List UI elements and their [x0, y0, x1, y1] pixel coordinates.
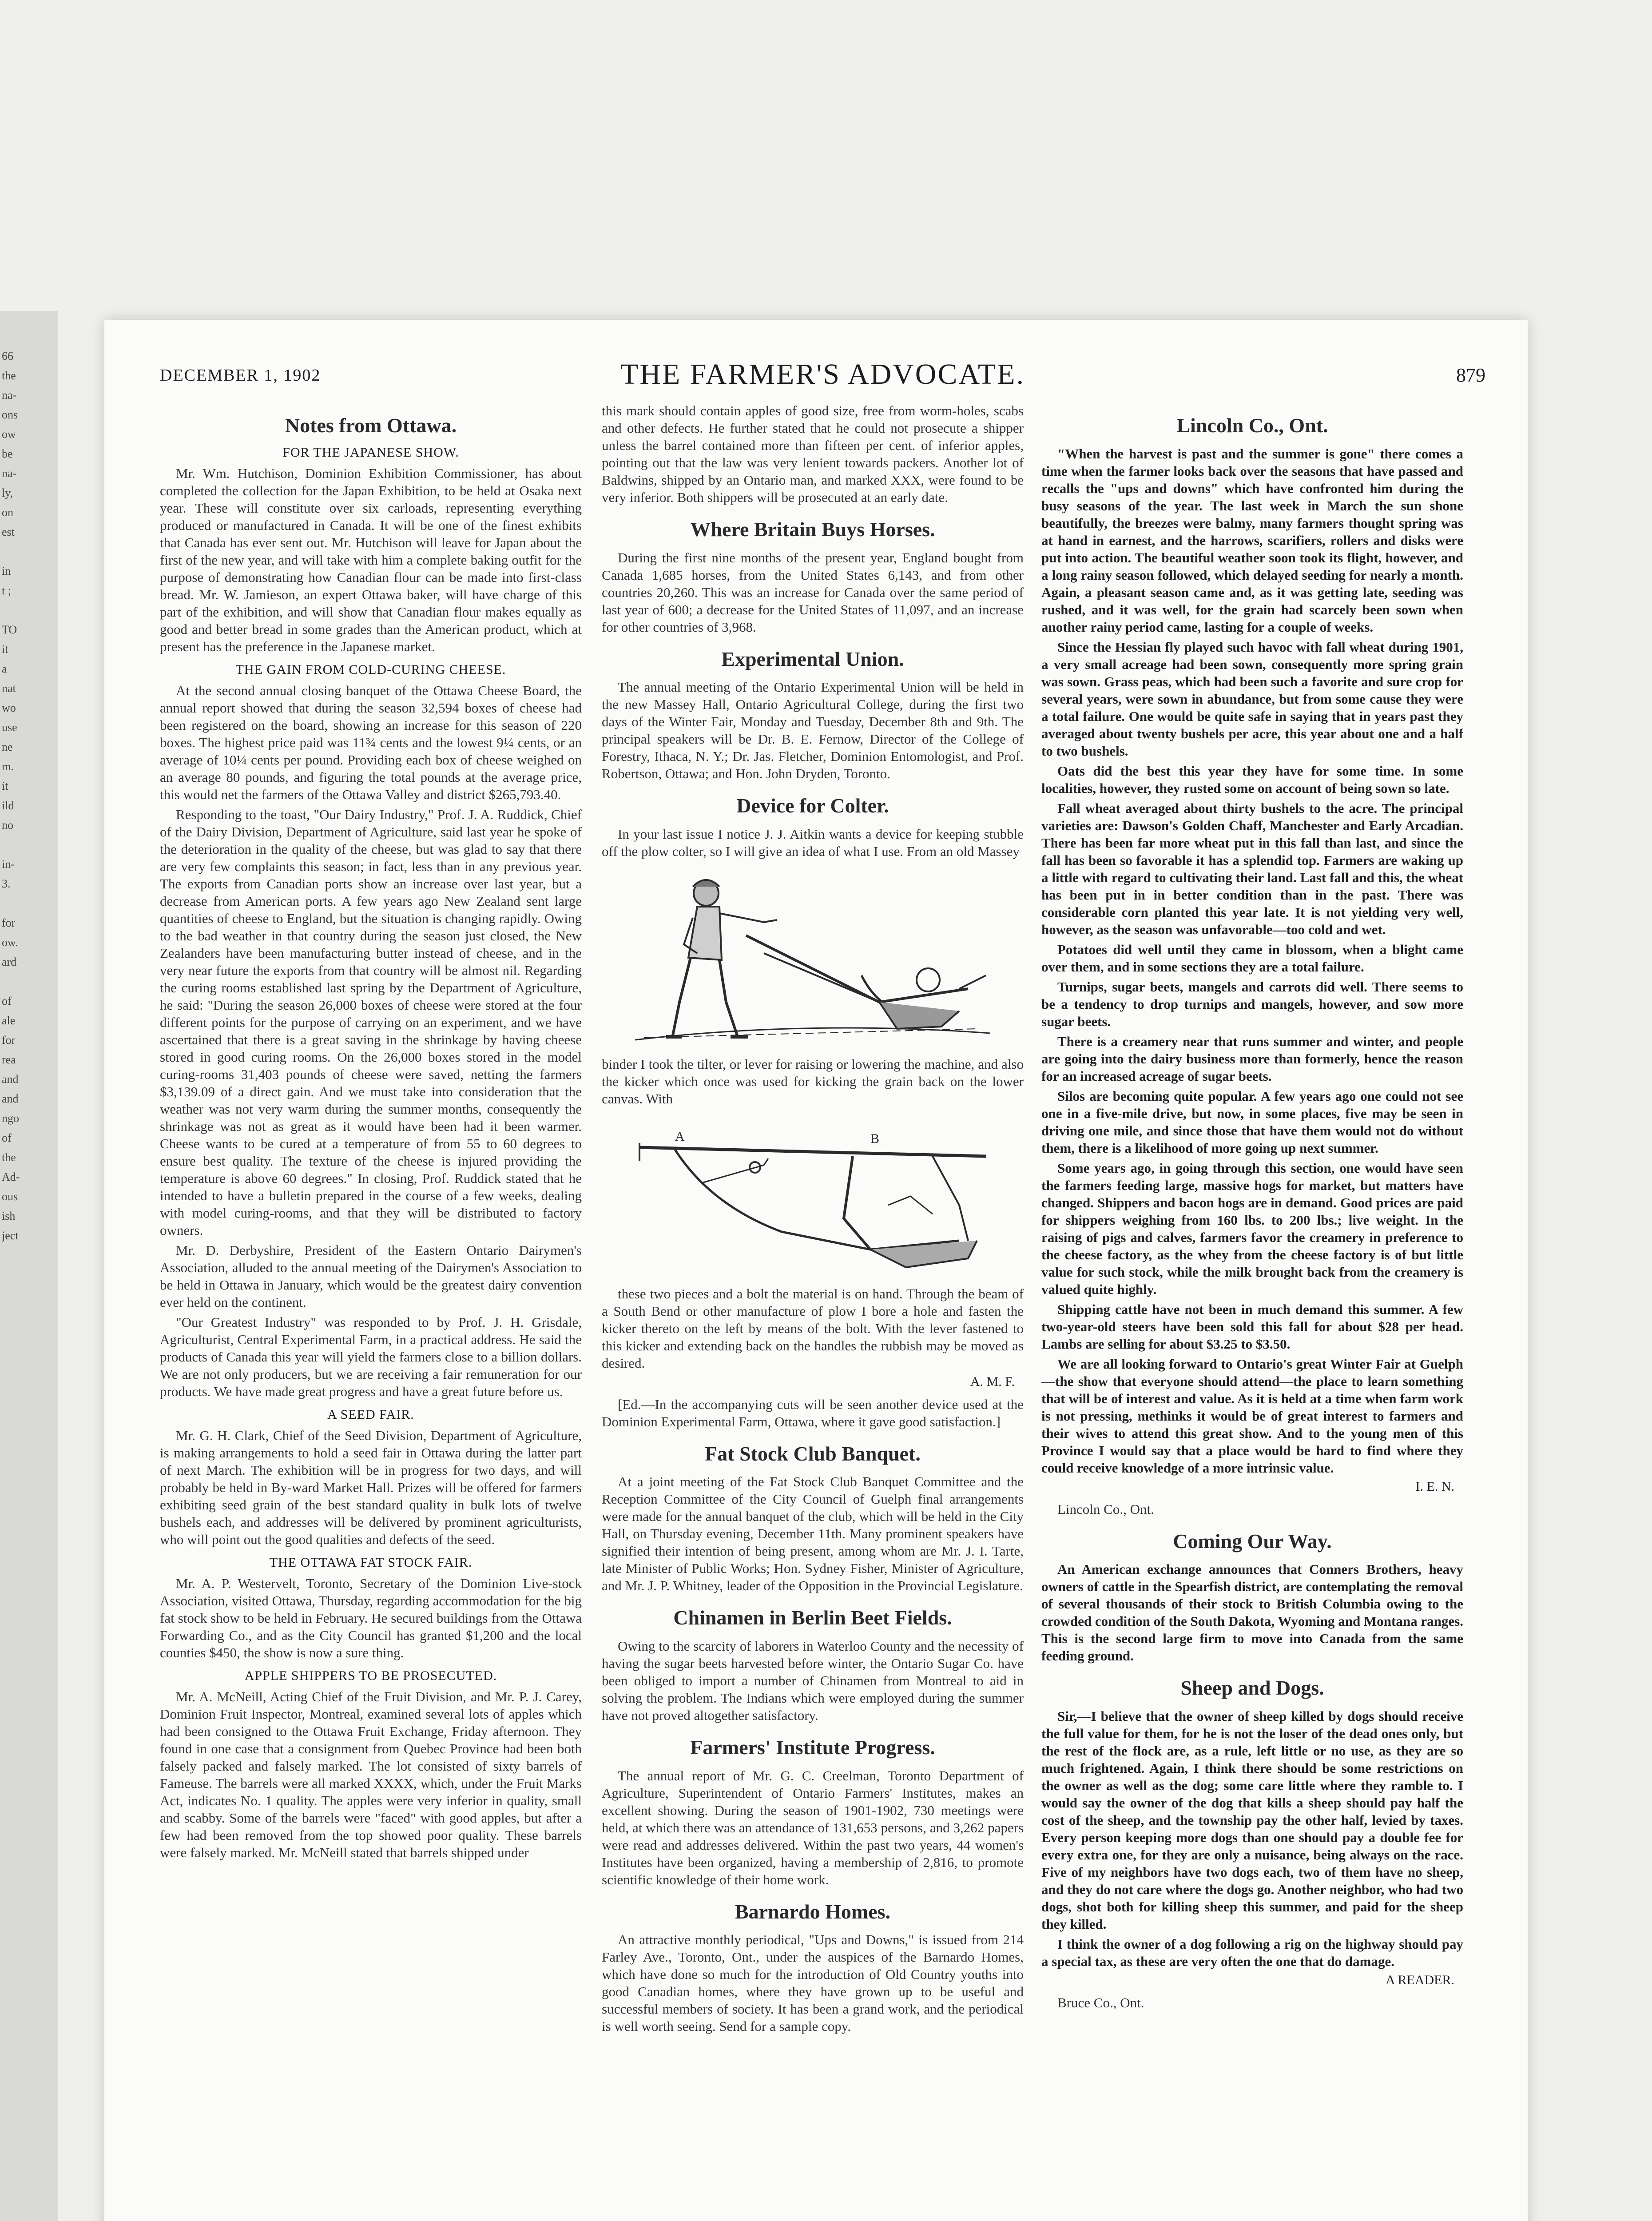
margin-fragment: na- [2, 389, 17, 402]
paragraph: An American exchange announces that Conners Brothers, heavy owners of cattle in the Spearfish district, are contemplating the removal of several thousands of their stock to British Columbia owing to the crowded condition of the South Dakota, Wyoming and Montana ranges. This is the second large firm to move into Canada from the same feeding ground. [1041, 1561, 1463, 1664]
paragraph: Sir,—I believe that the owner of sheep killed by dogs should receive the full value for them, for he is not the loser of the dead ones only, but the rest of the flock are, as a rule, left little or no use, as they are so much frightened. Again, I think there should be some restrictions on the owner as well as the dog; some care little where they ramble to. I would say the owner of the dog that kills a sheep should pay half the cost of the sheep, and the township pay the other half, levied by taxes. Every person keeping more dogs than one should pay a double fee for every extra one, for they are only a nuisance, being always on the race. Five of my neighbors have two dogs each, two of them have no sheep, and they do not care where the dogs go. Another neighbor, who had two dogs, shot both for killing sheep this summer, and paid for the sheep they killed. [1041, 1708, 1463, 1932]
paragraph: Mr. D. Derbyshire, President of the Eastern Ontario Dairymen's Association, alluded to the annual meeting of the Dairymen's Association to be held in Ottawa in January, which would be the greatest dairy convention ever held on the continent. [160, 1242, 582, 1310]
newspaper-page [104, 320, 1528, 2221]
paragraph: Silos are becoming quite popular. A few years ago one could not see one in a five-mile drive, but now, in some places, five may be seen in driving one mile, and since those that have them would not do without them, there is a likelihood of more going up next summer. [1041, 1088, 1463, 1156]
paragraph: During the first nine months of the present year, England bought from Canada 1,685 horses, from the United States 6,143, and from other countries 20,260. This was an increase for Canada over the same period of last year of 600; a decrease for the United States of 11,097, and an increase for other countries of 3,968. [602, 549, 1024, 635]
paragraph: Responding to the toast, "Our Dairy Industry," Prof. J. A. Ruddick, Chief of the Dairy Division, Department of Agriculture, said last year he spoke of the deterioration in the quality of the cheese, but was glad to say that there are very few complaints this season; in fact, less than in any previous year. The exports from Canadian ports show an increase over last year, but a decrease from American ports. A few years ago New Zealand sent large quantities of cheese to England, but the situation is changing rapidly. Owing to the bad weather in that country during the season just closed, the New Zealanders have been manufacturing butter instead of cheese, and in the very near future the exports from that country will be almost nil. Regarding the curing rooms established last spring by the Department of Agriculture, he said: "During the season 26,000 boxes of cheese were stored at the four different points for the purpose of carrying on an experiment, and we have ascertained that there is a great saving in the shrinkage by having cheese stored in good curing rooms. On the 26,000 boxes stored in the model curing-rooms 31,403 pounds of cheese were saved, netting the farmers $3,139.09 of a direct gain. And we must take into consideration that the weather was not very warm during the summer months, consequently the shrinkage was not as great as it would have been had it been warmer. Cheese wants to be cured at a temperature of from 55 to 60 degrees to ensure best quality. The texture of the cheese is injured providing the temperature is above 60 degrees." In closing, Prof. Ruddick stated that he intended to have a bulletin prepared in the course of a few weeks, dealing with model curing-rooms, and that they will be distributed to factory owners. [160, 806, 582, 1238]
margin-fragment: ow [2, 428, 16, 441]
margin-fragment: ous [2, 1190, 18, 1203]
signature: I. E. N. [1415, 1479, 1454, 1494]
sheep-article-body [1041, 1708, 1463, 1970]
article-title-lincoln-co: Lincoln Co., Ont. [1176, 414, 1328, 437]
paragraph: binder I took the tilter, or lever for raising or lowering the machine, and also the kicker which once was used for kicking the grain back on the lower canvas. With [602, 1056, 1024, 1107]
margin-fragment: Ad- [2, 1170, 20, 1183]
paragraph: Mr. A. P. Westervelt, Toronto, Secretary of the Dominion Live-stock Association, visited Ottawa, Thursday, regarding accommodation for the big fat stock show to be held in February. He secured buildings from the Ottawa Forwarding Co., and as the City Council has granted $1,200 and the local counties $450, the show is now a sure thing. [160, 1575, 582, 1660]
dateline: Lincoln Co., Ont. [1057, 1501, 1154, 1517]
coming-article-body [1041, 1560, 1463, 1664]
margin-fragment: rea [2, 1053, 16, 1066]
dateline: Bruce Co., Ont. [1057, 1994, 1144, 2010]
paragraph: The annual report of Mr. G. C. Creelman, Toronto Department of Agriculture, Superintendent of Ontario Farmers' Institutes, makes an excellent showing. During the season of 1901-1902, 730 meetings were held, at which there was an attendance of 131,653 persons, and 3,262 papers were read and addresses delivered. Within the past two years, 44 women's Institutes have been organized, having a membership of 2,816, to promote scientific knowledge of their home work. [602, 1767, 1024, 1887]
margin-fragment: ons [2, 408, 18, 421]
margin-fragment: ish [2, 1210, 16, 1222]
margin-fragment: ild [2, 799, 14, 812]
margin-fragment: be [2, 447, 13, 460]
paragraph: There is a creamery near that runs summer and winter, and people are going into the dairy business more than formerly, hence the reason for an increased acreage of sugar beets. [1041, 1033, 1463, 1084]
paragraph: We are all looking forward to Ontario's great Winter Fair at Guelph—the show that everyone should attend—the place to learn something that will be of interest and value. As it is held at a time when farm work is not pressing, methinks it would be of great interest to farmers and their wives to attend this great show. And to the young men of this Province I would say that a place would be hard to find where they could receive knowledge of a more intrinsic value. [1041, 1356, 1463, 1476]
margin-fragment: it [2, 643, 8, 656]
margin-fragment: na- [2, 467, 17, 480]
paragraph: At a joint meeting of the Fat Stock Club Banquet Committee and the Reception Committee of the City Council of Guelph final arrangements were made for the annual banquet of the club, which will be held in the City Hall, on Thursday evening, December 11th. Many prominent speakers have signified their intention of being present, among whom are Mr. J. I. Tarte, late Minister of Public Works; Hon. Sydney Fisher, Minister of Agriculture, and Mr. J. P. Whitney, leader of the Opposition in the Provincial Legislature. [602, 1474, 1024, 1594]
article-title-barnardo-homes: Barnardo Homes. [735, 1900, 891, 1923]
article-title-notes-from-ottawa: Notes from Ottawa. [285, 414, 457, 437]
subhead-fat-stock-fair: THE OTTAWA FAT STOCK FAIR. [269, 1555, 473, 1570]
margin-fragment: ow. [2, 936, 18, 949]
article-title-fat-stock-banquet: Fat Stock Club Banquet. [705, 1442, 921, 1465]
margin-fragment: the [2, 1151, 16, 1164]
margin-fragment: nat [2, 682, 16, 695]
margin-fragment [2, 601, 51, 620]
margin-fragment: the [2, 369, 16, 382]
margin-fragment: ale [2, 1014, 16, 1027]
margin-fragment: TO [2, 623, 17, 636]
margin-fragment: and [2, 1073, 19, 1086]
paragraph: The annual meeting of the Ontario Experimental Union will be held in the new Massey Hall, Ontario Agricultural College, during the first two days of the Winter Fair, Monday and Tuesday, December 8th and 9th. The principal speakers will be Dr. B. E. Fernow, Director of the College of Forestry, Ithaca, N. Y.; Dr. Jas. Fletcher, Dominion Entomologist, and Prof. Robertson, Ottawa; and Hon. John Dryden, Toronto. [602, 679, 1024, 782]
paragraph: Oats did the best this year they have for some time. In some localities, however, they rusted some on account of being sown so late. [1041, 763, 1463, 796]
article-title-device-for-colter: Device for Colter. [736, 794, 889, 817]
margin-fragment: ly, [2, 486, 13, 499]
paragraph: "Our Greatest Industry" was responded to by Prof. J. H. Grisdale, Agriculturist, Central Experimental Farm, in a practical address. He said the products of Canada this year will yield the farmers close to a billion dollars. We are not only producers, but we are receiving a fair remuneration for our products. We have made great progress and have a great future before us. [160, 1314, 582, 1399]
paragraph: Mr. Wm. Hutchison, Dominion Exhibition Commissioner, has about completed the collection for the Japan Exhibition, to be held at Osaka next year. These will constitute over six carloads, representing everything produced or manufactured in Canada. It will be one of the finest exhibits that Canada has ever sent out. Mr. Hutchison will leave for Japan about the first of the new year, and will take with him a complete baking outfit for the purpose of demonstrating how Canadian flour can be made into first-class bread. Mr. W. Jamieson, an expert Ottawa baker, will have charge of this part of the exhibition, and will show that Canadian flour makes equally as good and better bread in some grades than the American product, which at present has the preference in the Japanese market. [160, 465, 582, 654]
article-title-institute-progress: Farmers' Institute Progress. [690, 1735, 935, 1759]
margin-fragment: of [2, 1131, 12, 1144]
margin-fragment: for [2, 916, 16, 929]
margin-fragment: use [2, 721, 17, 734]
margin-fragment: est [2, 525, 15, 538]
margin-fragment: it [2, 780, 8, 792]
margin-fragment: 3. [2, 877, 11, 890]
previous-page-text-fragments [2, 346, 51, 1246]
column-3 [1041, 402, 1463, 2221]
paragraph: In your last issue I notice J. J. Aitkin wants a device for keeping stubble off the plow colter, so I will give an idea of what I use. From an old Massey [602, 826, 1024, 859]
paragraph: At the second annual closing banquet of the Ottawa Cheese Board, the annual report showed that during the season 32,594 boxes of cheese had been registered on the board, showing an increase for this season of 220 boxes. The highest price paid was 11¾ cents and the lowest 9¼ cents, or an average of 10¼ cents per pound. Providing each box of cheese weighed on an average 80 pounds, and figuring the total pounds at the average price, this would net the farmers of the Ottawa Valley and district $265,793.40. [160, 682, 582, 802]
column-2 [602, 402, 1024, 2221]
margin-fragment: 66 [2, 350, 13, 362]
paragraph: Since the Hessian fly played such havoc with fall wheat during 1901, a very small acreage had been sown, consequently more spring grain was sown. Grass peas, which had been such a favorite and sure crop for several years, were sown in abundance, but from some cause they were a total failure. One would be quite safe in saying that in years past they averaged about twenty bushels per acre, this year about one and a half to two bushels. [1041, 639, 1463, 759]
paragraph: An attractive monthly periodical, "Ups and Downs," is issued from 214 Farley Ave., Toronto, Ont., under the auspices of the Barnardo Homes, which have done so much for the introduction of Old Country youths into good Canadian homes, where they have grown up to be useful and successful members of society. It has been a grand work, and the periodical is well worth seeing. Send for a sample copy. [602, 1932, 1024, 2034]
margin-fragment: t ; [2, 584, 11, 597]
article-title-britain-horses: Where Britain Buys Horses. [690, 518, 935, 541]
issue-date: DECEMBER 1, 1902 [160, 366, 321, 385]
margin-fragment: on [2, 506, 13, 519]
page-header [160, 358, 1485, 393]
paragraph: this mark should contain apples of good size, free from worm-holes, scabs and other defects. He further stated that he could not prosecute a shipper unless the barrel contained more than fifteen per cent. of inferior apples, pointing out that the law was very lenient towards packers. Another lot of Baldwins, shipped by an Ontario man, and marked XXX, were found to be very inferior. Both shippers will be prosecuted at an early date. [602, 403, 1024, 505]
editor-note: [Ed.—In the accompanying cuts will be seen another device used at the Dominion Experimental Farm, Ottawa, where it gave good satisfaction.] [602, 1396, 1024, 1429]
page-number: 879 [1456, 364, 1485, 386]
article-title-chinamen-beet-fields: Chinamen in Berlin Beet Fields. [673, 1606, 952, 1629]
column-1 [160, 402, 582, 2221]
margin-fragment [2, 894, 51, 913]
masthead-title: THE FARMER'S ADVOCATE. [620, 358, 1025, 390]
margin-fragment: m. [2, 760, 14, 773]
subhead-apple-shippers: APPLE SHIPPERS TO BE PROSECUTED. [244, 1668, 497, 1683]
margin-fragment: for [2, 1034, 16, 1047]
paragraph: Shipping cattle have not been in much demand this summer. A few two-year-old steers have been sold this fall for about $28 per head. Lambs are selling for about $3.25 to $3.50. [1041, 1301, 1463, 1352]
margin-fragment: and [2, 1092, 19, 1105]
article-title-experimental-union: Experimental Union. [721, 647, 904, 670]
paragraph: Some years ago, in going through this section, one would have seen the farmers feeding large, massive hogs for market, but matters have changed. Shippers and bacon hogs are in demand. Good prices are paid for shippers weighing from 160 lbs. to 200 lbs.; live weight. In the raising of pigs and calves, farmers favor the creamery in preference to the cheese factory, as the whey from the cheese factory is of but little value for such stock, while the milk brought back from the creamery is valued quite highly. [1041, 1160, 1463, 1297]
margin-fragment [2, 972, 51, 991]
colter-device-illustration [622, 1116, 1004, 1276]
margin-fragment: no [2, 819, 13, 832]
margin-fragment: a [2, 662, 7, 675]
paragraph: Fall wheat averaged about thirty bushels to the acre. The principal varieties are: Dawson's Golden Chaff, Manchester and Early Arcadian. There has been far more wheat put in this fall than last, and since the fall has been so favorable it has a splendid top. Farmers are waking up a little with regard to cultivating their land. Last fall and this, the wheat has been put in in better condition than in the past. There was considerable corn planted this year late. It is not yielding very well, however, as the season was unfavorable—too cold and wet. [1041, 800, 1463, 937]
signature: A. M. F. [970, 1374, 1015, 1389]
margin-fragment [2, 835, 51, 855]
margin-fragment: of [2, 995, 12, 1007]
paragraph: Potatoes did well until they came in blossom, when a blight came over them, and in some sections they are a total failure. [1041, 941, 1463, 975]
paragraph: Mr. G. H. Clark, Chief of the Seed Division, Department of Agriculture, is making arrangements to hold a seed fair in Ottawa during the latter part of next March. The exhibition will be in progress for two days, and will probably be held in By-ward Market Hall. Prizes will be offered for farmers exhibiting seed grain of the best standard quality in bulk lots of twelve bushels each, and addresses will be delivered by prominent agriculturists, who will point out the good qualities and defects of the seed. [160, 1427, 582, 1547]
paragraph: "When the harvest is past and the summer is gone" there comes a time when the farmer looks back over the seasons that have passed and recalls the "ups and downs" which have confronted him during the busy seasons of the year. The last week in March the sun shone beautifully, the breezes were balmy, many farmers thought spring was at hand in earnest, and the harrows, scarifiers, rollers and disks were put into action. The beautiful weather soon took its flight, however, and a long rainy season followed, which delayed seeding for nearly a month. Again, a pleasant season came and, as it was getting late, seeding was rushed, and it was well, for the grain had scarcely been sown when another rainy period came, lasting for a couple of weeks. [1041, 446, 1463, 635]
plowman-illustration [631, 869, 995, 1047]
margin-fragment: ne [2, 740, 13, 753]
margin-fragment: ard [2, 955, 17, 968]
lincoln-article-body [1041, 445, 1463, 1477]
article-title-coming-our-way: Coming Our Way. [1173, 1529, 1332, 1552]
margin-fragment: in- [2, 858, 15, 871]
subhead-cold-curing: THE GAIN FROM COLD-CURING CHEESE. [235, 662, 506, 677]
margin-fragment: ngo [2, 1112, 19, 1125]
figure-label-b: B [870, 1131, 880, 1146]
margin-fragment: in [2, 565, 11, 577]
paragraph: I think the owner of a dog following a rig on the highway should pay a special tax, as these are very often the one that do damage. [1041, 1936, 1463, 1969]
subhead-japanese-show: FOR THE JAPANESE SHOW. [282, 445, 459, 460]
paragraph: these two pieces and a bolt the material is on hand. Through the beam of a South Bend or other manufacture of plow I bore a hole and fasten the kicker thereto on the left by means of the bolt. With the lever fastened to this kicker and extending back on the handles the rubbish may be moved as desired. [602, 1286, 1024, 1371]
margin-fragment: ject [2, 1229, 19, 1242]
figure-label-a: A [675, 1129, 685, 1144]
paragraph: Mr. A. McNeill, Acting Chief of the Fruit Division, and Mr. P. J. Carey, Dominion Fruit Inspector, Montreal, examined several lots of apples which had been consigned to the Ottawa Fruit Exchange, Friday afternoon. They found in one case that a consignment from Quebec Province had been both falsely packed and falsely marked. The lot consisted of sixty barrels of Fameuse. The barrels were all marked XXXX, which, under the Fruit Marks Act, indicates No. 1 quality. The apples were very inferior in quality, small and scabby. Some of the barrels were "faced" with good apples, but after a few had been removed from the top showed poor quality. These barrels were falsely marked. Mr. McNeill stated that barrels shipped under [160, 1688, 582, 1860]
margin-fragment [2, 542, 51, 561]
subhead-seed-fair: A SEED FAIR. [327, 1407, 414, 1422]
margin-fragment: wo [2, 701, 16, 714]
signature: A READER. [1385, 1972, 1454, 1987]
article-title-sheep-and-dogs: Sheep and Dogs. [1180, 1676, 1324, 1700]
paragraph: Turnips, sugar beets, mangels and carrots did well. There seems to be a tendency to drop turnips and mangels, however, and sow more sugar beets. [1041, 979, 1463, 1029]
paragraph: Owing to the scarcity of laborers in Waterloo County and the necessity of having the sugar beets harvested before winter, the Ontario Sugar Co. have been obliged to import a number of Chinamen from Montreal to aid in solving the problem. The Indians which were employed during the summer have not proved altogether satisfactory. [602, 1638, 1024, 1723]
